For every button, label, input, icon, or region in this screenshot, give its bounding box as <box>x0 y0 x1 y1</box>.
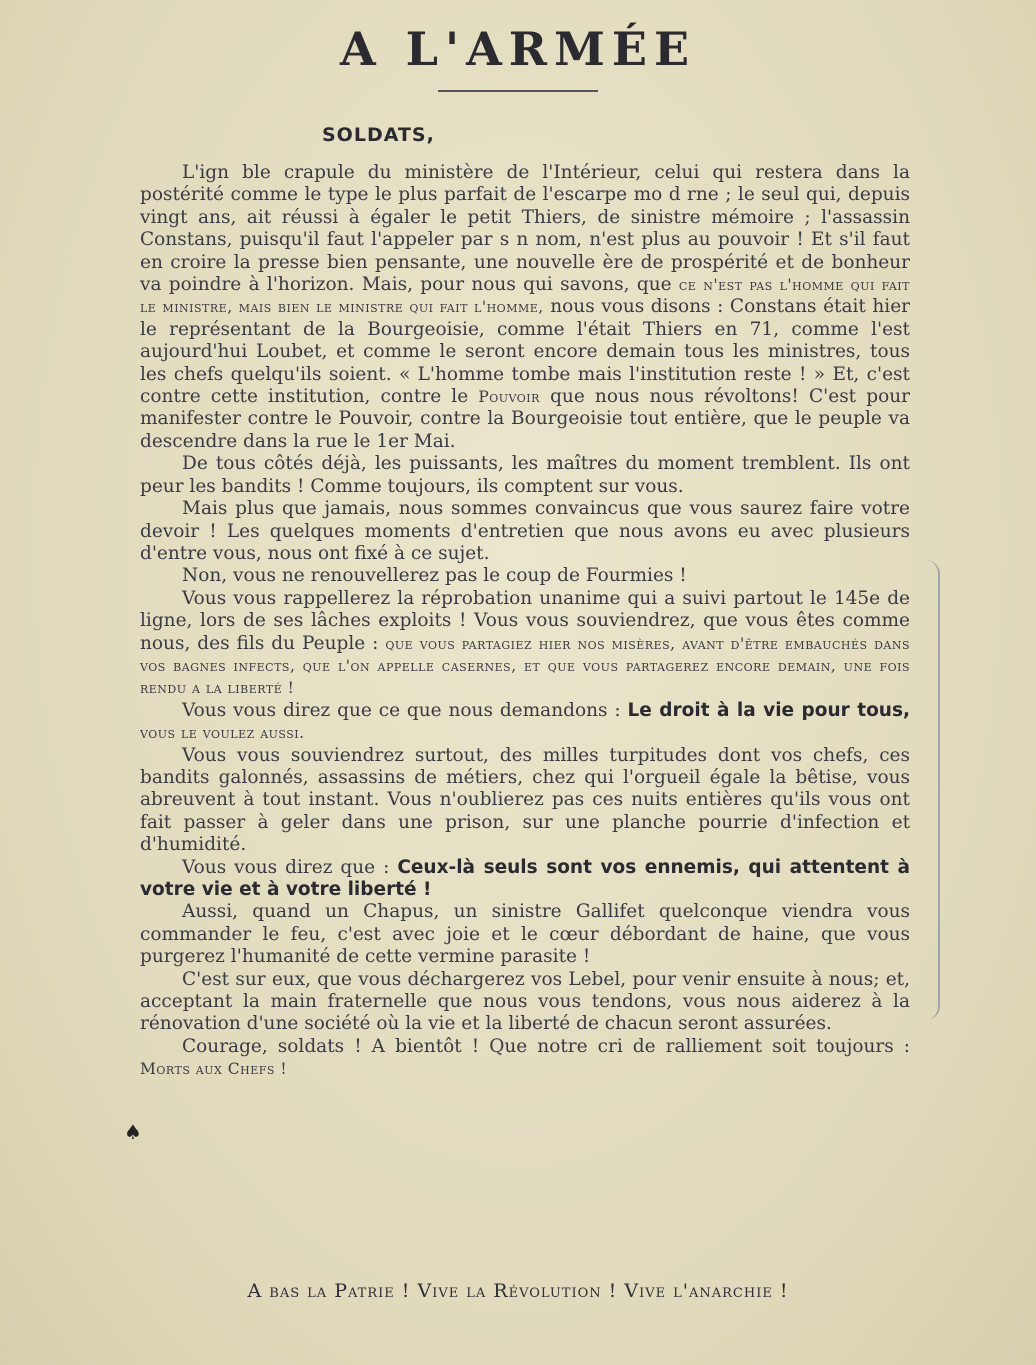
body-text <box>140 162 910 1081</box>
margin-pencil-mark <box>916 560 940 1020</box>
paragraph-1-text-c: que nous nous révoltons! C'est pour manifester contre le Pouvoir, contre la Bourgeoisie tout entière, que le peuple va descendre dans la rue le 1er Mai. <box>140 386 911 452</box>
paragraph-6 <box>140 700 910 745</box>
paragraph-3: Mais plus que jamais, nous sommes convaincus que vous saurez faire votre devoir ! Les quelques moments d'entretien que nous avons eu avec plusieurs d'entre vous, nous ont fixé à ce sujet. <box>140 498 910 564</box>
paragraph-11-text: Courage, soldats ! A bientôt ! Que notre cri de ralliement soit toujours : <box>182 1035 910 1057</box>
paragraph-6-bold: Le droit à la vie pour tous, <box>627 699 910 721</box>
paragraph-5 <box>140 588 910 700</box>
paragraph-6-text: Vous vous direz que ce que nous demandons : <box>182 699 628 721</box>
paragraph-5-smallcaps: que vous partagiez hier nos misères, avant d'être embauchés dans vos bagnes infects, que l'on appelle casernes, et que vous partagerez encore demain, une fois rendu a la liberté ! <box>140 634 910 698</box>
title-divider <box>438 90 598 92</box>
closing-slogan: A bas la Patrie ! Vive la Révolution ! Vive l'anarchie ! <box>247 1280 789 1302</box>
paragraph-10: C'est sur eux, que vous déchargerez vos Lebel, pour venir ensuite à nous; et, acceptant la main fraternelle que nous vous tendons, vous nous aiderez à la rénovation d'une société où la vie et la liberté de chacun seront assurées. <box>140 968 910 1035</box>
paragraph-7: Vous vous souviendrez surtout, des milles turpitudes dont vos chefs, ces bandits galonnés, assassins de métiers, chez qui l'orgueil égale la bêtise, vous abreuvent à tout instant. Vous n'oublierez pas ces nuits entières qu'ils vous ont fait passer à geler dans une prison, sur une planche pourrie d'infection et d'humidité. <box>140 744 910 856</box>
paragraph-11-smallcaps: Morts aux Chefs ! <box>140 1060 288 1079</box>
paragraph-6-smallcaps: vous le voulez aussi. <box>140 724 305 743</box>
paragraph-8-text: Vous vous direz que : <box>182 856 398 878</box>
paragraph-9: Aussi, quand un Chapus, un sinistre Gallifet quelconque viendra vous commander le feu, c'est avec joie et le cœur débordant de haine, que vous purgerez l'humanité de cette vermine parasite ! <box>140 901 910 968</box>
paragraph-1-smallcaps: ce n'est pas l'homme qui fait le ministre, mais bien le ministre qui fait l'homme, <box>140 276 910 317</box>
paragraph-8 <box>140 857 910 902</box>
paragraph-8-bold: Ceux-là seuls sont vos ennemis, qui attentent à votre vie et à votre liberté ! <box>140 856 910 900</box>
paragraph-11 <box>140 1036 910 1081</box>
spade-icon: ♠ <box>124 1120 142 1144</box>
salutation: SOLDATS, <box>322 124 435 146</box>
paragraph-1 <box>140 162 910 453</box>
paragraph-5-text: Vous vous rappellerez la réprobation unanime qui a suivi partout le 145e de ligne, lors de ses lâches exploits ! Vous vous souviendrez, que vous êtes comme nous, des fils du Peuple : <box>140 587 910 654</box>
paragraph-4: Non, vous ne renouvellerez pas le coup de Fourmies ! <box>182 565 687 587</box>
paragraph-1-smallcaps-2: Pouvoir <box>478 388 540 407</box>
document-title: A L'ARMÉE <box>339 22 697 76</box>
paragraph-2: De tous côtés déjà, les puissants, les maîtres du moment tremblent. Ils ont peur les bandits ! Comme toujours, ils comptent sur vous. <box>140 453 910 497</box>
paragraph-1-text-b: nous vous disons : Constans était hier le représentant de la Bourgeoisie, comme l'était Thiers en 71, comme l'est aujourd'hui Loubet, et comme le seront encore demain tous les ministres, tous les chefs quelqu'ils soient. « L'homme tombe mais l'institution reste ! » Et, c'est contre cette institution, contre le <box>140 296 911 408</box>
paragraph-1-text-a: L'ign ble crapule du ministère de l'Intérieur, celui qui restera dans la postérité comme le type le plus parfait de l'escarpe mo d rne ; le seul qui, depuis vingt ans, ait réussi à égaler le petit Thiers, de sinistre mémoire ; l'assassin Constans, puisqu'il faut l'appeler par s n nom, n'est plus au pouvoir ! Et s'il faut en croire la presse bien pensante, une nouvelle ère de prospérité et de bonheur va poindre à l'horizon. Mais, pour nous qui savons, que <box>140 162 910 296</box>
